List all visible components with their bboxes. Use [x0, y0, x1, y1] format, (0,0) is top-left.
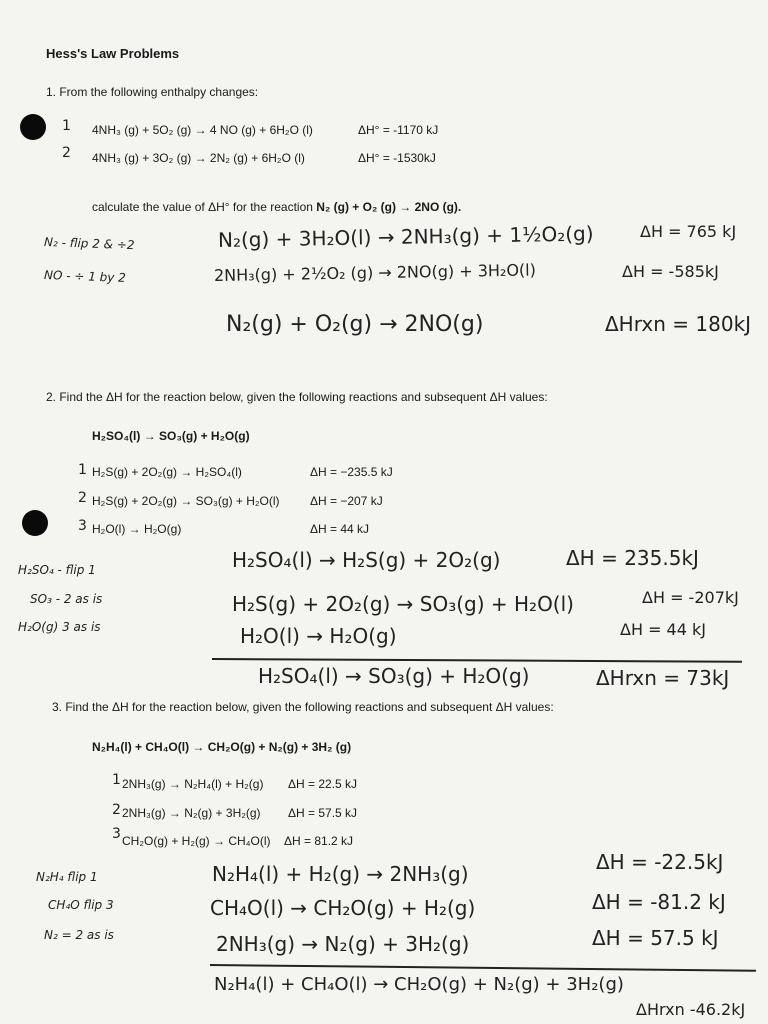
given-dh-3: ΔH = 44 kJ — [310, 522, 370, 536]
work-result-dh: ΔHrxn = 73kJ — [596, 666, 730, 690]
eq-number: 1 — [78, 462, 87, 478]
given-dh-1: ΔH = −235.5 kJ — [310, 465, 393, 479]
work-dh: ΔH = 44 kJ — [620, 620, 706, 639]
work-dh: ΔH = 765 kJ — [640, 222, 737, 241]
given-equation-1: 2NH₃(g) → N₂H₄(l) + H₂(g) — [122, 777, 264, 791]
work-line: H₂S(g) + 2O₂(g) → SO₃(g) + H₂O(l) — [232, 592, 574, 616]
work-line: CH₄O(l) → CH₂O(g) + H₂(g) — [210, 896, 476, 920]
handwritten-note: N₂ - flip 2 & ÷2 — [43, 235, 135, 253]
handwritten-note: H₂O(g) 3 as is — [18, 620, 101, 634]
given-dh-1: ΔH = 22.5 kJ — [288, 777, 358, 791]
problem-2-question: 2. Find the ΔH for the reaction below, given the following reactions and subsequent ΔH values: — [46, 390, 548, 404]
given-equation-2: H₂S(g) + 2O₂(g) → SO₃(g) + H₂O(l) — [92, 494, 280, 508]
handwritten-note: SO₃ - 2 as is — [30, 592, 103, 606]
calculate-instruction — [92, 200, 461, 214]
work-line: H₂O(l) → H₂O(g) — [240, 624, 397, 648]
sum-divider — [212, 658, 742, 663]
eq-number: 2 — [78, 490, 87, 506]
given-equation-3: H₂O(l) → H₂O(g) — [92, 522, 182, 536]
given-dh-2: ΔH = 57.5 kJ — [288, 806, 358, 820]
work-result-dh: ΔHrxn = 180kJ — [605, 312, 752, 336]
bullet-dot — [20, 114, 46, 140]
work-dh: ΔH = -22.5kJ — [596, 850, 724, 874]
target-reaction: N₂ (g) + O₂ (g) → 2NO (g). — [316, 200, 462, 214]
work-dh: ΔH = -81.2 kJ — [592, 890, 726, 914]
given-equation-2: 2NH₃(g) → N₂(g) + 3H₂(g) — [122, 806, 261, 820]
calculate-prefix: calculate the value of ΔH° for the reaction — [92, 200, 317, 214]
page-title: Hess's Law Problems — [46, 46, 180, 61]
problem-1-question: 1. From the following enthalpy changes: — [46, 85, 259, 99]
target-reaction: H₂SO₄(l) → SO₃(g) + H₂O(g) — [92, 429, 250, 443]
handwritten-note: NO - ÷ 1 by 2 — [43, 268, 127, 285]
eq-number: 3 — [112, 826, 121, 842]
eq-number: 3 — [78, 518, 87, 534]
given-equation-1: 4NH₃ (g) + 5O₂ (g) → 4 NO (g) + 6H₂O (l) — [92, 123, 313, 137]
target-reaction: N₂H₄(l) + CH₄O(l) → CH₂O(g) + N₂(g) + 3H₂ (g) — [92, 740, 352, 754]
work-result: N₂H₄(l) + CH₄O(l) → CH₂O(g) + N₂(g) + 3H₂(g) — [214, 974, 624, 995]
given-dh-3: ΔH = 81.2 kJ — [284, 834, 354, 848]
eq-number: 2 — [112, 802, 121, 818]
work-result: N₂(g) + O₂(g) → 2NO(g) — [226, 312, 484, 337]
handwritten-note: H₂SO₄ - flip 1 — [18, 563, 96, 577]
handwritten-note: N₂ = 2 as is — [44, 928, 114, 942]
eq-number: 1 — [62, 118, 71, 134]
given-dh-2: ΔH° = -1530kJ — [358, 151, 436, 165]
work-line: H₂SO₄(l) → H₂S(g) + 2O₂(g) — [232, 548, 501, 572]
work-dh: ΔH = 57.5 kJ — [592, 926, 719, 950]
given-equation-2: 4NH₃ (g) + 3O₂ (g) → 2N₂ (g) + 6H₂O (l) — [92, 151, 305, 165]
problem-3-question: 3. Find the ΔH for the reaction below, given the following reactions and subsequent ΔH values: — [52, 700, 554, 714]
work-result-dh: ΔHrxn -46.2kJ — [636, 1000, 746, 1019]
given-dh-1: ΔH° = -1170 kJ — [358, 123, 439, 137]
handwritten-note: N₂H₄ flip 1 — [36, 870, 98, 884]
work-dh: ΔH = -207kJ — [642, 588, 739, 607]
work-line: N₂(g) + 3H₂O(l) → 2NH₃(g) + 1½O₂(g) — [217, 221, 594, 252]
given-dh-2: ΔH = −207 kJ — [310, 494, 383, 508]
work-line: N₂H₄(l) + H₂(g) → 2NH₃(g) — [212, 862, 469, 886]
handwritten-note: CH₄O flip 3 — [48, 898, 114, 912]
work-line: 2NH₃(g) → N₂(g) + 3H₂(g) — [216, 932, 470, 956]
work-result: H₂SO₄(l) → SO₃(g) + H₂O(g) — [258, 664, 530, 688]
sum-divider — [210, 964, 756, 972]
work-dh: ΔH = -585kJ — [622, 262, 719, 281]
work-dh: ΔH = 235.5kJ — [566, 546, 699, 570]
bullet-dot — [22, 510, 48, 536]
work-line: 2NH₃(g) + 2½O₂ (g) → 2NO(g) + 3H₂O(l) — [213, 260, 537, 285]
eq-number: 2 — [62, 145, 71, 161]
eq-number: 1 — [112, 772, 121, 788]
given-equation-3: CH₂O(g) + H₂(g) → CH₄O(l) — [122, 834, 271, 848]
given-equation-1: H₂S(g) + 2O₂(g) → H₂SO₄(l) — [92, 465, 242, 479]
